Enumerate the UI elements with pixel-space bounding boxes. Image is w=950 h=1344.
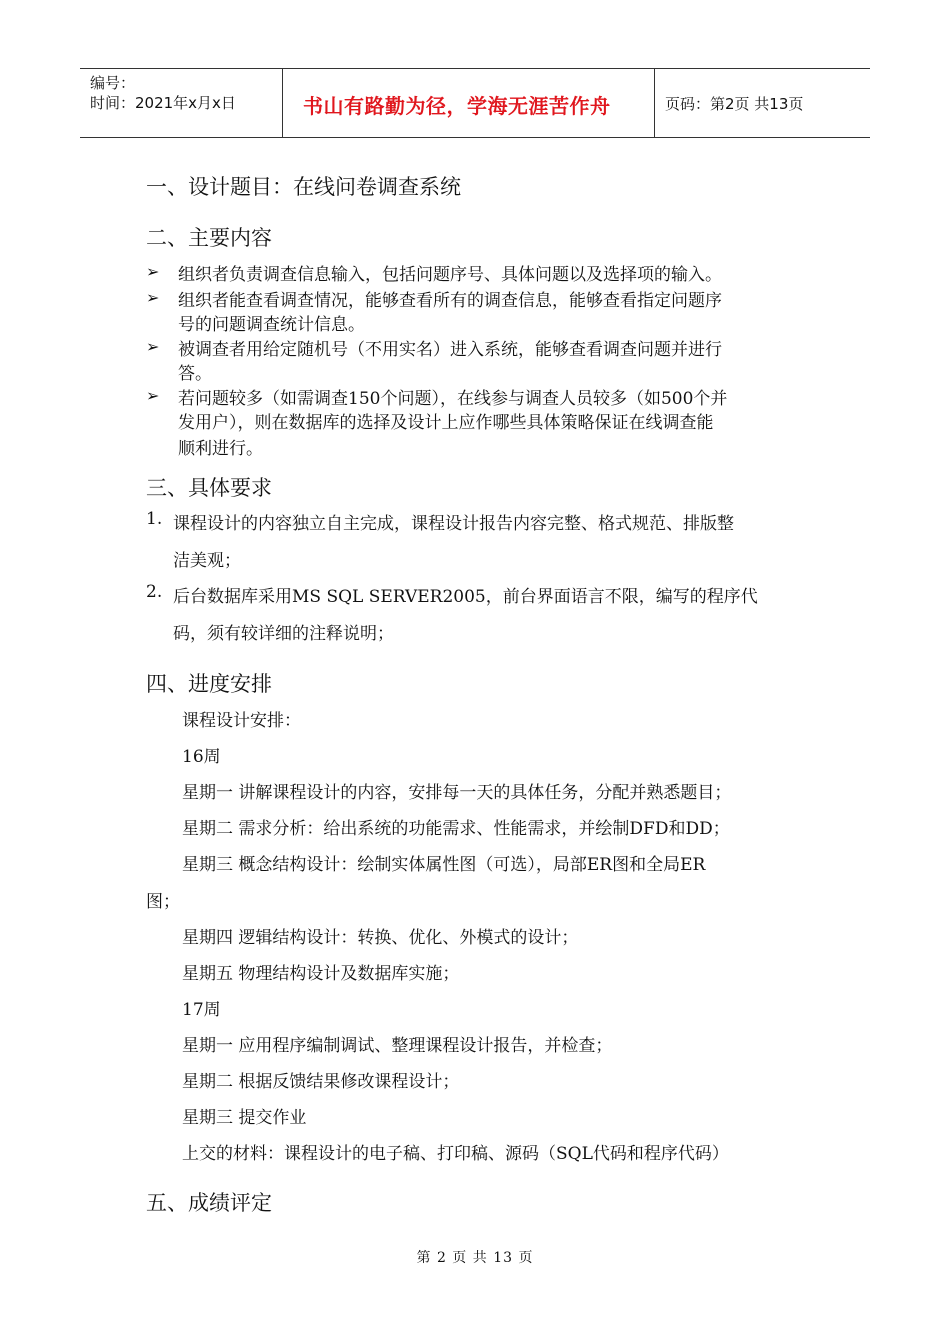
bullet-arrow-icon: ➢: [146, 288, 160, 307]
requirement-2-number: 2.: [146, 582, 163, 602]
document-number-label: 编号：: [90, 74, 136, 92]
bullet-arrow-icon: ➢: [146, 386, 160, 405]
schedule-week17: 17周: [182, 1000, 221, 1020]
section-heading-content: 二、主要内容: [146, 226, 272, 250]
content-item-4-line2: 发用户），则在数据库的选择及设计上应作哪些具体策略保证在线调查能: [178, 413, 714, 433]
schedule-intro: 课程设计安排：: [182, 711, 301, 731]
schedule-w16-wednesday-line1: 星期三 概念结构设计：绘制实体属性图（可选），局部ER图和全局ER: [182, 855, 706, 875]
page-header: [80, 68, 870, 138]
header-page-cell: [655, 69, 870, 137]
header-meta: [80, 69, 282, 137]
content-item-2-line2: 号的问题调查统计信息。: [178, 315, 365, 335]
page-footer: 第 2 页 共 13 页: [416, 1250, 534, 1266]
schedule-week16: 16周: [182, 747, 221, 767]
header-page-label: 页码：第2页 共13页: [665, 94, 804, 113]
schedule-w16-tuesday: 星期二 需求分析：给出系统的功能需求、性能需求，并绘制DFD和DD；: [182, 819, 730, 839]
bullet-arrow-icon: ➢: [146, 337, 160, 356]
requirement-1-line1: 课程设计的内容独立自主完成，课程设计报告内容完整、格式规范、排版整: [173, 514, 734, 534]
schedule-w16-monday: 星期一 讲解课程设计的内容，安排每一天的具体任务，分配并熟悉题目；: [182, 783, 732, 803]
schedule-w16-friday: 星期五 物理结构设计及数据库实施；: [182, 964, 460, 984]
schedule-w17-monday: 星期一 应用程序编制调试、整理课程设计报告，并检查；: [182, 1036, 613, 1056]
schedule-w17-tuesday: 星期二 根据反馈结果修改课程设计；: [182, 1072, 460, 1092]
section-heading-requirements: 三、具体要求: [146, 476, 272, 500]
requirement-1-number: 1.: [146, 509, 163, 529]
schedule-w16-wednesday-line2: 图；: [146, 892, 180, 912]
section-heading-grading: 五、成绩评定: [146, 1191, 272, 1215]
content-item-4-line1: 若问题较多（如需调查150个问题），在线参与调查人员较多（如500个并: [178, 389, 728, 409]
bullet-arrow-icon: ➢: [146, 262, 160, 281]
document-time-label: 时间：2021年x月x日: [90, 94, 236, 112]
schedule-w16-thursday: 星期四 逻辑结构设计：转换、优化、外模式的设计；: [182, 928, 579, 948]
content-item-4-line3: 顺利进行。: [178, 439, 263, 459]
schedule-materials: 上交的材料：课程设计的电子稿、打印稿、源码（SQL代码和程序代码）: [182, 1144, 729, 1164]
content-item-3-line2: 答。: [178, 364, 212, 384]
content-item-1: 组织者负责调查信息输入，包括问题序号、具体问题以及选择项的输入。: [178, 265, 722, 285]
section-heading-schedule: 四、进度安排: [146, 672, 272, 696]
requirement-2-line1: 后台数据库采用MS SQL SERVER2005，前台界面语言不限，编写的程序代: [173, 587, 758, 607]
requirement-2-line2: 码，须有较详细的注释说明；: [173, 624, 394, 644]
section-heading-topic: 一、设计题目：在线问卷调查系统: [146, 175, 461, 199]
content-item-2-line1: 组织者能查看调查情况，能够查看所有的调查信息，能够查看指定问题序: [178, 291, 722, 311]
header-motto-cell: [282, 69, 655, 137]
schedule-w17-wednesday: 星期三 提交作业: [182, 1108, 307, 1128]
requirement-1-line2: 洁美观；: [173, 551, 241, 571]
content-item-3-line1: 被调查者用给定随机号（不用实名）进入系统，能够查看调查问题并进行: [178, 340, 722, 360]
header-motto: 书山有路勤为径，学海无涯苦作舟: [303, 93, 611, 118]
